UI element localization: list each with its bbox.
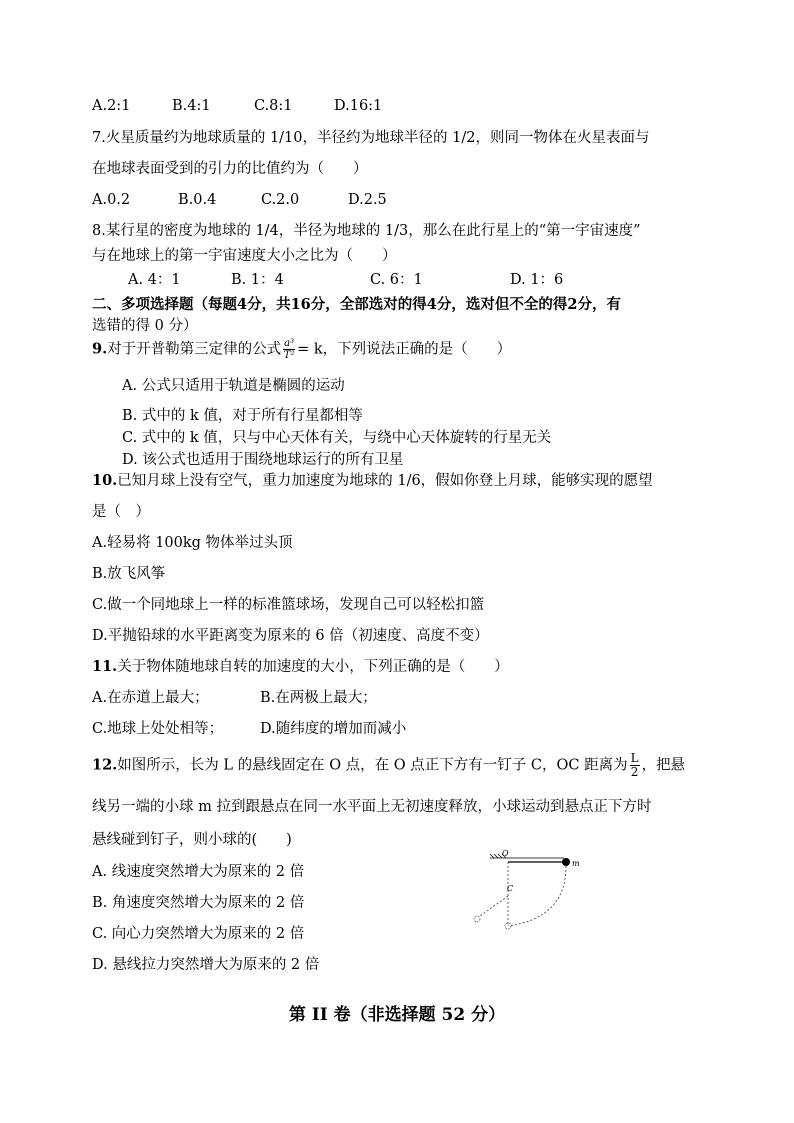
q8-line2: 与在地球上的第一宇宙速度大小之比为（ ） xyxy=(92,248,397,264)
q11-options-row1 xyxy=(92,688,377,708)
q11-option-c: C.地球上处处相等； xyxy=(92,721,224,737)
point-o-label: O xyxy=(502,849,509,858)
q12-line2: 线另一端的小球 m 拉到跟悬点在同一水平面上无初速度释放，小球运动到悬点正下方时 xyxy=(92,799,652,815)
q10-line1 xyxy=(92,471,653,491)
kepler-formula xyxy=(283,338,295,361)
q8-option-d: D. 1：6 xyxy=(510,272,564,288)
q7-options xyxy=(92,190,387,210)
q6-option-a: A.2:1 xyxy=(92,98,131,114)
q10-option-b: B.放飞风筝 xyxy=(92,566,166,582)
ball-m-label: m xyxy=(572,859,580,868)
swung-string-dashed xyxy=(480,896,508,916)
q6-option-c: C.8:1 xyxy=(254,98,293,114)
oc-fraction-numerator: L xyxy=(630,751,639,765)
q10-line2: 是（ ） xyxy=(92,504,150,520)
q9-option-b: B. 式中的 k 值，对于所有行星都相等 xyxy=(122,408,363,424)
q11-option-b: B.在两极上最大； xyxy=(260,690,377,706)
q11-number: 11. xyxy=(92,658,118,675)
q9-number: 9. xyxy=(92,340,108,358)
q6-options xyxy=(92,96,382,116)
q8-option-c: C. 6：1 xyxy=(370,272,423,288)
swing-arc-dashed xyxy=(508,866,566,926)
q7-option-a: A.0.2 xyxy=(92,192,131,208)
q6-option-b: B.4:1 xyxy=(172,98,211,114)
oc-distance-fraction xyxy=(630,752,640,779)
section2-heading-line2: 选错的得 0 分） xyxy=(92,318,198,334)
q12-number: 12. xyxy=(92,756,118,774)
kepler-formula-denominator: T² xyxy=(283,350,295,361)
q7-line1: 7.火星质量约为地球质量的 1/10，半径约为地球半径的 1/2，则同一物体在火星表面与 xyxy=(92,130,650,146)
q12-option-a: A. 线速度突然增大为原来的 2 倍 xyxy=(92,864,305,880)
section2-heading-line1: 二、多项选择题（每题4分，共16分，全部选对的得4分，选对但不全的得2分，有 xyxy=(92,296,621,313)
q10-line1-text: 已知月球上没有空气，重力加速度为地球的 1/6，假如你登上月球，能够实现的愿望 xyxy=(117,473,653,489)
q9-stem xyxy=(92,338,511,361)
q9-option-c: C. 式中的 k 值，只与中心天体有关，与绕中心天体旋转的行星无关 xyxy=(122,430,552,446)
q8-options xyxy=(128,270,563,290)
q11-option-a: A.在赤道上最大； xyxy=(92,690,209,706)
q8-line1: 8.某行星的密度为地球的 1/4，半径为地球的 1/3，那么在此行星上的“第一宇宙速度” xyxy=(92,223,641,239)
q12-line1-after: ，把悬 xyxy=(641,757,686,774)
q12-line3: 悬线碰到钉子，则小球的( ) xyxy=(92,832,292,848)
ball-swung-position xyxy=(474,916,480,922)
pendulum-figure xyxy=(470,840,590,940)
q9-stem-after: = k，下列说法正确的是（ ） xyxy=(297,341,512,358)
nail-c-label: C xyxy=(507,884,514,893)
q12-option-c: C. 向心力突然增大为原来的 2 倍 xyxy=(92,926,305,942)
q7-line2: 在地球表面受到的引力的比值约为（ ） xyxy=(92,161,368,177)
q8-option-b: B. 1：4 xyxy=(231,272,284,288)
q10-option-d: D.平抛铅球的水平距离变为原来的 6 倍（初速度、高度不变） xyxy=(92,628,489,644)
q9-option-a: A. 公式只适用于轨道是椭圆的运动 xyxy=(122,378,345,394)
q7-option-d: D.2.5 xyxy=(348,192,387,208)
q11-stem-text: 关于物体随地球自转的加速度的大小，下列正确的是（ ） xyxy=(117,659,509,675)
ball-m xyxy=(562,858,570,866)
part2-title: 第 II 卷（非选择题 52 分） xyxy=(288,1005,506,1025)
q10-option-c: C.做一个同地球上一样的标准篮球场，发现自己可以轻松扣篮 xyxy=(92,597,485,613)
oc-fraction-denominator: 2 xyxy=(630,765,639,779)
q7-option-c: C.2.0 xyxy=(261,192,300,208)
q12-option-b: B. 角速度突然增大为原来的 2 倍 xyxy=(92,895,305,911)
q6-option-d: D.16:1 xyxy=(334,98,383,114)
q7-option-b: B.0.4 xyxy=(178,192,217,208)
q11-stem xyxy=(92,657,509,677)
q12-line1 xyxy=(92,752,685,779)
q12-line1-before: 如图所示，长为 L 的悬线固定在 O 点，在 O 点正下方有一钉子 C，OC 距离为 xyxy=(117,757,628,774)
q9-stem-before: 对于开普勒第三定律的公式 xyxy=(107,341,282,358)
q9-option-d: D. 该公式也适用于围绕地球运行的所有卫星 xyxy=(122,452,404,468)
q10-option-a: A.轻易将 100kg 物体举过头顶 xyxy=(92,535,293,551)
q11-options-row2 xyxy=(92,719,406,739)
q8-option-a: A. 4：1 xyxy=(128,272,181,288)
q11-option-d: D.随纬度的增加而减小 xyxy=(260,721,407,737)
q10-number: 10. xyxy=(92,472,118,489)
kepler-formula-numerator: a³ xyxy=(284,338,295,349)
q12-option-d: D. 悬线拉力突然增大为原来的 2 倍 xyxy=(92,957,320,973)
